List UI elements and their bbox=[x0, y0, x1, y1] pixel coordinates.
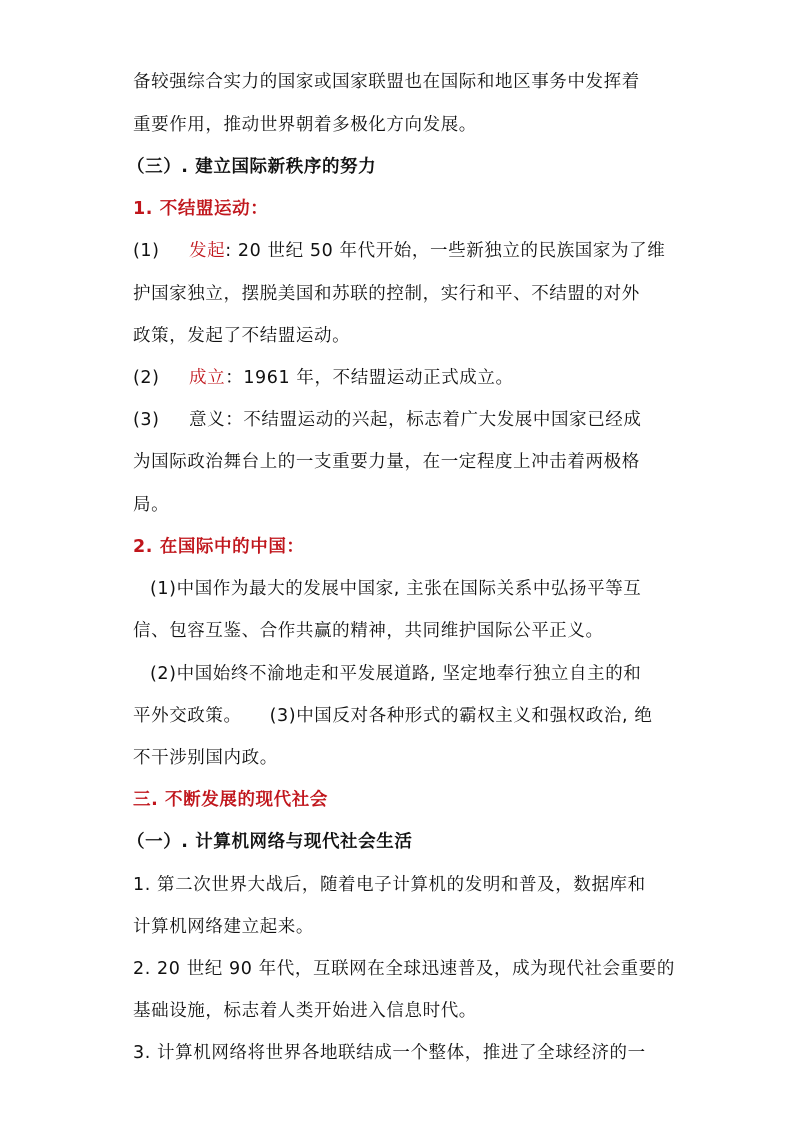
point-number: (1) bbox=[133, 241, 160, 261]
item-1-line-2: 计算机网络建立起来。 bbox=[133, 917, 314, 937]
point-number: (2) bbox=[133, 368, 160, 388]
point-separator: ： bbox=[225, 368, 244, 388]
china-point-1-line-1: (1)中国作为最大的发展中国家, 主张在国际关系中弘扬平等互 bbox=[150, 579, 642, 599]
part-heading-modern-society: 三. 不断发展的现代社会 bbox=[133, 790, 328, 810]
intro-line-2: 重要作用，推动世界朝着多极化方向发展。 bbox=[133, 115, 477, 135]
nam-point-3-line-3: 局。 bbox=[133, 495, 170, 515]
nam-point-3-line-2: 为国际政治舞台上的一支重要力量，在一定程度上冲击着两极格 bbox=[133, 452, 640, 472]
china-point-2-line-1: (2)中国始终不渝地走和平发展道路, 坚定地奉行独立自主的和 bbox=[150, 664, 642, 684]
item-2-line-2: 基础设施，标志着人类开始进入信息时代。 bbox=[133, 1001, 477, 1021]
point-text: 1961 年，不结盟运动正式成立。 bbox=[243, 368, 514, 388]
point-label: 成立 bbox=[189, 368, 226, 388]
nam-point-1-line-2: 护国家独立，摆脱美国和苏联的控制，实行和平、不结盟的对外 bbox=[133, 284, 640, 304]
point-separator: : bbox=[225, 241, 238, 261]
nam-point-1 bbox=[133, 239, 673, 263]
heading-non-aligned-movement: 1. 不结盟运动： bbox=[133, 199, 269, 219]
item-2-line-1: 2. 20 世纪 90 年代，互联网在全球迅速普及，成为现代社会重要的 bbox=[133, 959, 675, 979]
point-number: (3) bbox=[133, 410, 160, 430]
nam-point-3 bbox=[133, 408, 673, 432]
item-1-line-1: 1. 第二次世界大战后，随着电子计算机的发明和普及，数据库和 bbox=[133, 875, 646, 895]
nam-point-2 bbox=[133, 366, 673, 390]
china-point-3-line-2: 不干涉别国内政。 bbox=[133, 748, 278, 768]
china-point-1-line-2: 信、包容互鉴、合作共赢的精神，共同维护国际公平正义。 bbox=[133, 621, 604, 641]
point-text: 不结盟运动的兴起，标志着广大发展中国家已经成 bbox=[243, 410, 642, 430]
intro-line-1: 备较强综合实力的国家或国家联盟也在国际和地区事务中发挥着 bbox=[133, 72, 640, 92]
section-heading-computer-network: （一）. 计算机网络与现代社会生活 bbox=[127, 832, 413, 852]
china-point-2-tail: 平外交政策。 bbox=[133, 706, 242, 726]
point-label: 意义 bbox=[189, 410, 226, 430]
item-3-line-1: 3. 计算机网络将世界各地联结成一个整体，推进了全球经济的一 bbox=[133, 1043, 646, 1063]
point-separator: ： bbox=[225, 410, 244, 430]
nam-point-1-line-3: 政策，发起了不结盟运动。 bbox=[133, 326, 351, 346]
heading-china-in-world: 2. 在国际中的中国： bbox=[133, 537, 305, 557]
section-heading-3: （三）. 建立国际新秩序的努力 bbox=[127, 157, 377, 177]
point-text: 20 世纪 50 年代开始，一些新独立的民族国家为了维 bbox=[237, 241, 666, 261]
china-point-3-start: (3)中国反对各种形式的霸权主义和强权政治, 绝 bbox=[269, 706, 653, 726]
china-point-2-line-2 bbox=[133, 704, 673, 728]
point-label: 发起 bbox=[189, 241, 226, 261]
